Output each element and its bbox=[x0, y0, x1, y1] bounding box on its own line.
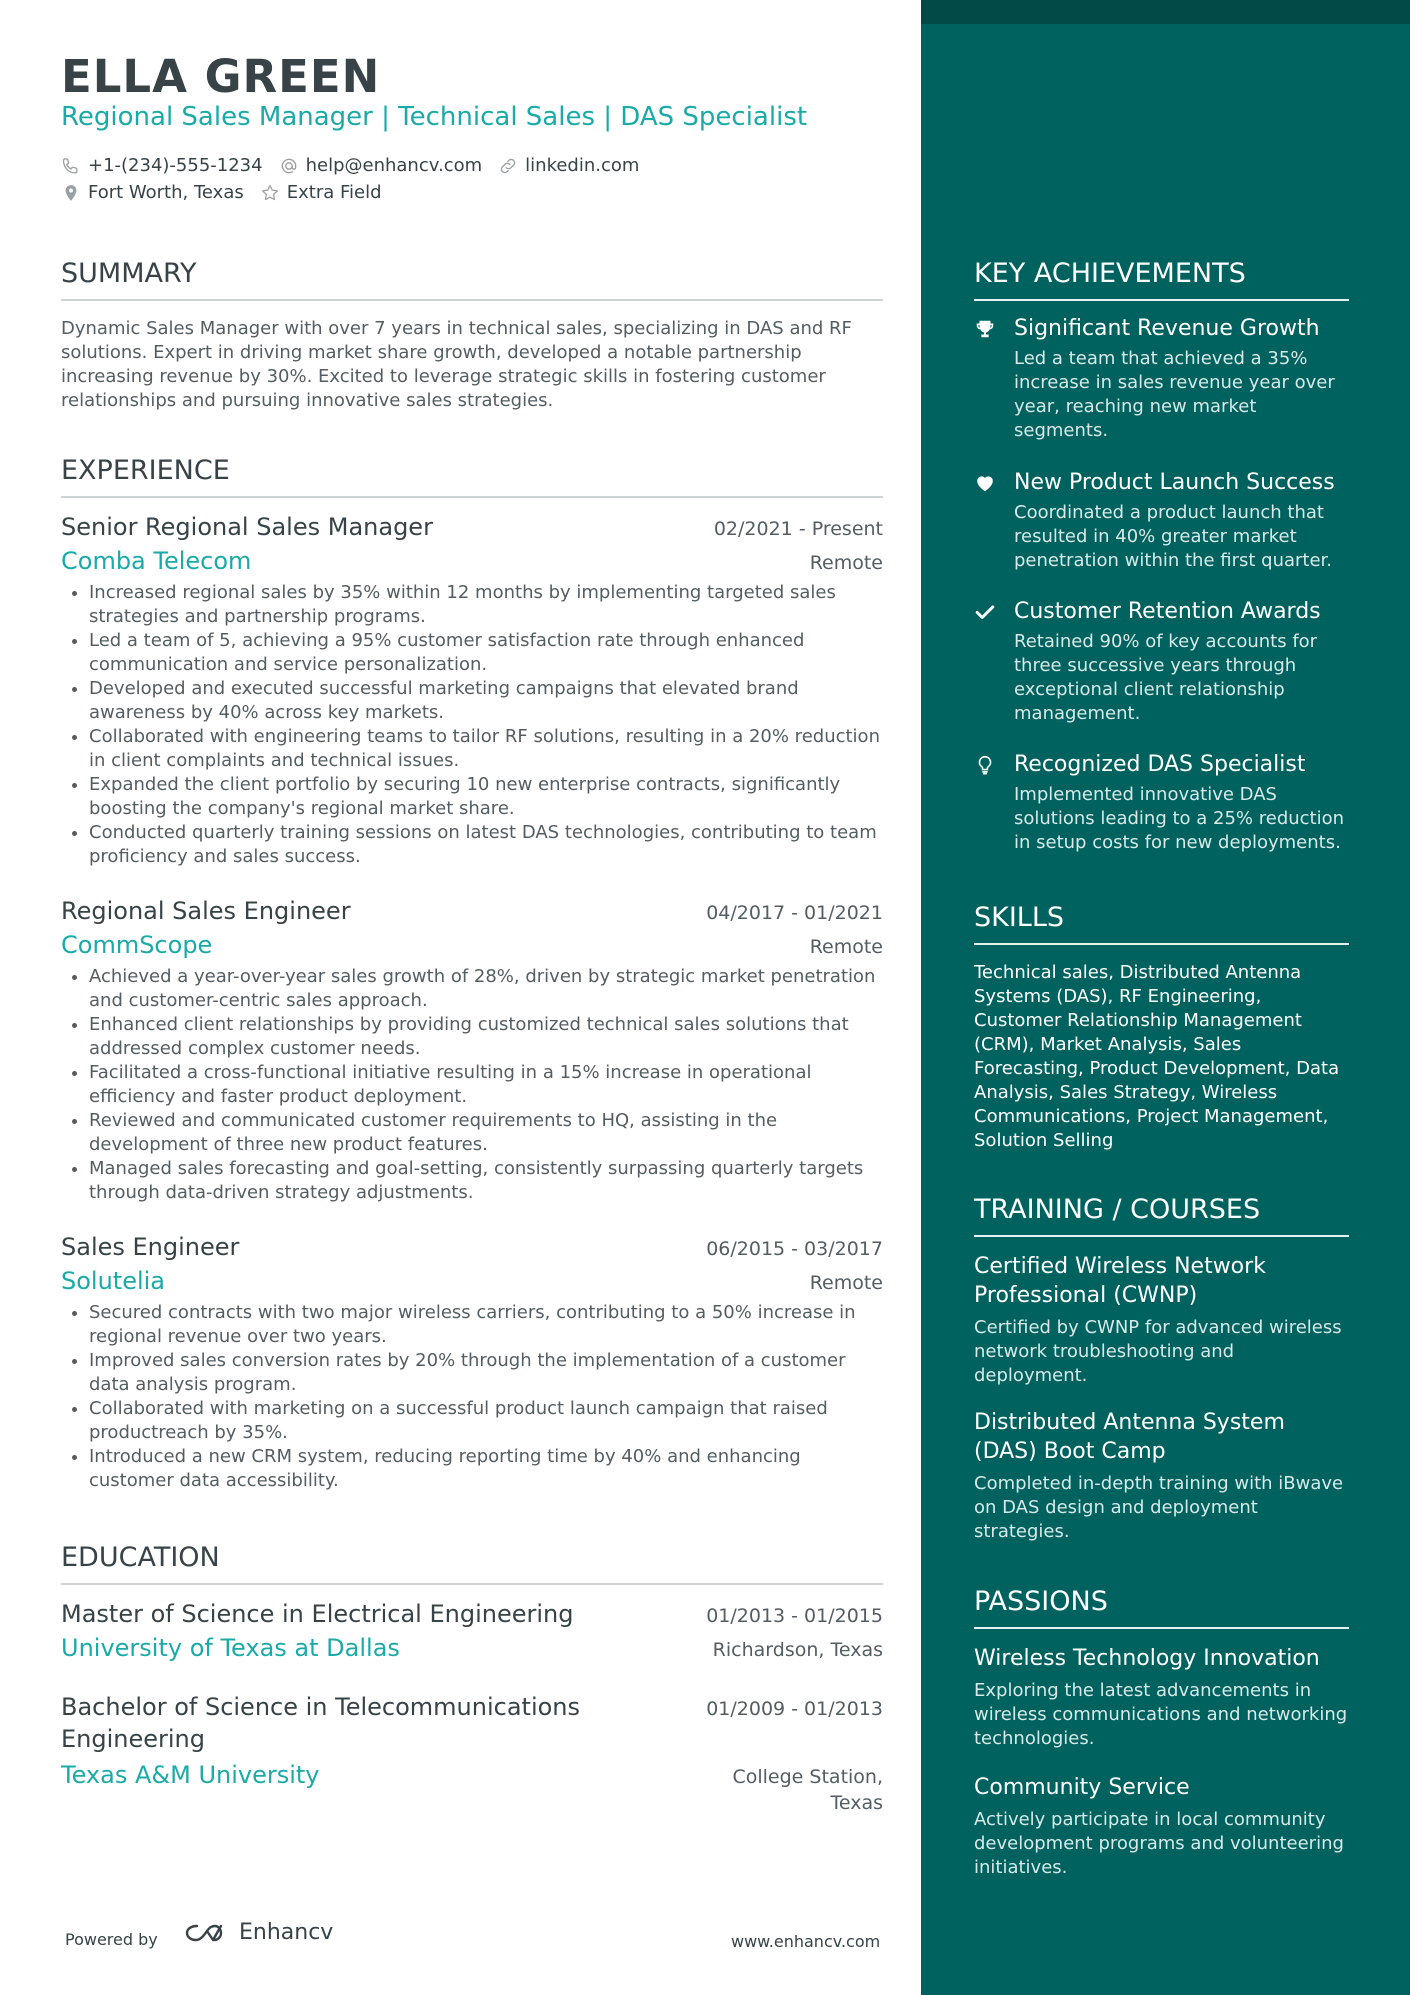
experience-entry bbox=[61, 897, 883, 1205]
achievement-item bbox=[974, 316, 1349, 443]
course-title: Certified Wireless Network Professional (CWNP) bbox=[974, 1254, 1266, 1308]
skills-text: Technical sales, Distributed Antenna Systems (DAS), RF Engineering, Customer Relationship Management (CRM), Market Analysis, Sales Forecasting, Product Development, Data Analysis, Sales Strategy, Wireless Communications, Project Management, Solution Selling bbox=[974, 962, 1340, 1151]
job-bullet: • Introduced a new CRM system, reducing reporting time by 40% and enhancing customer data accessibility. bbox=[89, 1445, 883, 1493]
job-bullets bbox=[61, 581, 883, 869]
job-bullet: • Enhanced client relationships by providing customized technical sales solutions that addressed complex customer needs. bbox=[89, 1013, 883, 1061]
sidebar-top-bar bbox=[921, 0, 1410, 24]
course-item bbox=[974, 1252, 1349, 1388]
degree-title: Bachelor of Science in Telecommunications Engineering bbox=[61, 1693, 581, 1753]
job-bullets bbox=[61, 965, 883, 1205]
achievement-title: New Product Launch Success bbox=[1014, 470, 1335, 495]
job-bullet: • Secured contracts with two major wireless carriers, contributing to a 50% increase in regional revenue over two years. bbox=[89, 1301, 883, 1349]
school-location: Richardson, Texas bbox=[712, 1639, 883, 1661]
achievement-description: Coordinated a product launch that resulted in 40% greater market penetration within the first quarter. bbox=[1014, 502, 1333, 571]
lightbulb-icon bbox=[974, 754, 996, 776]
contact-phone[interactable] bbox=[61, 155, 263, 176]
candidate-name: ELLA GREEN bbox=[61, 50, 381, 103]
phone-icon bbox=[61, 156, 81, 176]
contact-location bbox=[61, 182, 244, 203]
passion-title: Community Service bbox=[974, 1775, 1190, 1800]
school-location: College Station, Texas bbox=[732, 1766, 883, 1814]
job-bullet: • Collaborated with engineering teams to tailor RF solutions, resulting in a 20% reduction in client complaints and technical issues. bbox=[89, 725, 883, 773]
achievement-description: Retained 90% of key accounts for three successive years through exceptional client relationship management. bbox=[1014, 631, 1318, 724]
linkedin-text: linkedin.com bbox=[525, 155, 640, 176]
website-link[interactable]: www.enhancv.com bbox=[731, 1932, 881, 1951]
education-entry bbox=[61, 1691, 883, 1816]
enhancv-logo-icon bbox=[183, 1921, 229, 1945]
star-icon bbox=[260, 183, 280, 203]
job-bullet: • Increased regional sales by 35% within 12 months by implementing targeted sales strategies and partnership programs. bbox=[89, 581, 883, 629]
at-icon bbox=[279, 156, 299, 176]
brand-logo[interactable] bbox=[183, 1920, 333, 1945]
job-title: Regional Sales Engineer bbox=[61, 897, 351, 925]
school-name[interactable]: Texas A&M University bbox=[61, 1761, 320, 1789]
job-bullet: • Reviewed and communicated customer requirements to HQ, assisting in the development of three new product features. bbox=[89, 1109, 883, 1157]
passion-description: Exploring the latest advancements in wireless communications and networking technologies. bbox=[974, 1680, 1348, 1749]
job-dates: 04/2017 - 01/2021 bbox=[706, 902, 883, 924]
contact-info bbox=[61, 152, 883, 206]
job-title: Senior Regional Sales Manager bbox=[61, 513, 433, 541]
job-location: Remote bbox=[809, 936, 883, 958]
powered-by-label: Powered by bbox=[65, 1930, 158, 1949]
course-description: Certified by CWNP for advanced wireless network troubleshooting and deployment. bbox=[974, 1317, 1342, 1386]
company-name[interactable]: Solutelia bbox=[61, 1267, 166, 1295]
job-bullet: • Led a team of 5, achieving a 95% customer satisfaction rate through enhanced communication and service personalization. bbox=[89, 629, 883, 677]
education-dates: 01/2009 - 01/2013 bbox=[706, 1698, 883, 1720]
company-name[interactable]: CommScope bbox=[61, 931, 213, 959]
course-title: Distributed Antenna System (DAS) Boot Camp bbox=[974, 1410, 1285, 1464]
passion-item bbox=[974, 1644, 1349, 1751]
job-location: Remote bbox=[809, 552, 883, 574]
checkmark-icon bbox=[974, 601, 996, 623]
course-item bbox=[974, 1408, 1349, 1544]
achievement-item bbox=[974, 599, 1349, 726]
job-bullet: • Improved sales conversion rates by 20% through the implementation of a customer data analysis program. bbox=[89, 1349, 883, 1397]
achievement-title: Recognized DAS Specialist bbox=[1014, 752, 1306, 777]
job-title: Sales Engineer bbox=[61, 1233, 240, 1261]
achievement-title: Customer Retention Awards bbox=[1014, 599, 1321, 624]
experience-entry bbox=[61, 513, 883, 869]
job-bullet: • Achieved a year-over-year sales growth of 28%, driven by strategic market penetration and customer-centric sales approach. bbox=[89, 965, 883, 1013]
contact-extra bbox=[260, 182, 382, 203]
school-name[interactable]: University of Texas at Dallas bbox=[61, 1634, 400, 1662]
location-text: Fort Worth, Texas bbox=[88, 182, 244, 203]
trophy-icon bbox=[974, 318, 996, 340]
passion-item bbox=[974, 1773, 1349, 1880]
achievement-item bbox=[974, 470, 1349, 573]
passion-description: Actively participate in local community development programs and volunteering initiatives. bbox=[974, 1809, 1344, 1878]
education-dates: 01/2013 - 01/2015 bbox=[706, 1605, 883, 1627]
job-bullet: • Developed and executed successful marketing campaigns that elevated brand awareness by 40% across key markets. bbox=[89, 677, 883, 725]
heart-icon bbox=[974, 472, 996, 494]
passions-heading: PASSIONS bbox=[974, 1586, 1349, 1629]
training-heading: TRAINING / COURSES bbox=[974, 1194, 1349, 1237]
link-icon bbox=[498, 156, 518, 176]
achievement-title: Significant Revenue Growth bbox=[1014, 316, 1320, 341]
job-bullet: • Conducted quarterly training sessions on latest DAS technologies, contributing to team proficiency and sales success. bbox=[89, 821, 883, 869]
email-text: help@enhancv.com bbox=[305, 155, 483, 176]
location-pin-icon bbox=[61, 183, 81, 203]
company-name[interactable]: Comba Telecom bbox=[61, 547, 252, 575]
job-bullet: • Facilitated a cross-functional initiative resulting in a 15% increase in operational efficiency and faster product deployment. bbox=[89, 1061, 883, 1109]
contact-email[interactable] bbox=[279, 155, 483, 176]
job-dates: 06/2015 - 03/2017 bbox=[706, 1238, 883, 1260]
achievements-heading: KEY ACHIEVEMENTS bbox=[974, 258, 1349, 301]
job-location: Remote bbox=[809, 1272, 883, 1294]
contact-linkedin[interactable] bbox=[498, 155, 639, 176]
education-heading: EDUCATION bbox=[61, 1542, 883, 1585]
job-bullets bbox=[61, 1301, 883, 1493]
extra-field-text: Extra Field bbox=[286, 182, 382, 203]
course-description: Completed in-depth training with iBwave on DAS design and deployment strategies. bbox=[974, 1473, 1344, 1542]
achievement-item bbox=[974, 752, 1349, 855]
achievement-description: Led a team that achieved a 35% increase in sales revenue year over year, reaching new market segments. bbox=[1014, 348, 1335, 441]
job-bullet: • Expanded the client portfolio by securing 10 new enterprise contracts, significantly boosting the company's regional market share. bbox=[89, 773, 883, 821]
summary-heading: SUMMARY bbox=[61, 258, 883, 301]
summary-text: Dynamic Sales Manager with over 7 years in technical sales, specializing in DAS and RF solutions. Expert in driving market share growth, developed a notable partnership increasing revenue by 30%. Excited to leverage strategic skills in fostering customer relationships and pursuing innovative sales strategies. bbox=[61, 318, 852, 411]
experience-entry bbox=[61, 1233, 883, 1493]
job-bullet: • Managed sales forecasting and goal-setting, consistently surpassing quarterly targets through data-driven strategy adjustments. bbox=[89, 1157, 883, 1205]
brand-name: Enhancv bbox=[239, 1920, 334, 1945]
job-bullet: • Collaborated with marketing on a successful product launch campaign that raised productreach by 35%. bbox=[89, 1397, 883, 1445]
achievement-description: Implemented innovative DAS solutions leading to a 25% reduction in setup costs for new deployments. bbox=[1014, 784, 1345, 853]
degree-title: Master of Science in Electrical Engineering bbox=[61, 1600, 574, 1628]
experience-heading: EXPERIENCE bbox=[61, 455, 883, 498]
candidate-tagline: Regional Sales Manager | Technical Sales | DAS Specialist bbox=[61, 102, 808, 132]
job-dates: 02/2021 - Present bbox=[713, 518, 883, 540]
passion-title: Wireless Technology Innovation bbox=[974, 1646, 1320, 1671]
education-entry bbox=[61, 1600, 883, 1662]
phone-text: +1-(234)-555-1234 bbox=[88, 155, 263, 176]
skills-heading: SKILLS bbox=[974, 902, 1349, 945]
